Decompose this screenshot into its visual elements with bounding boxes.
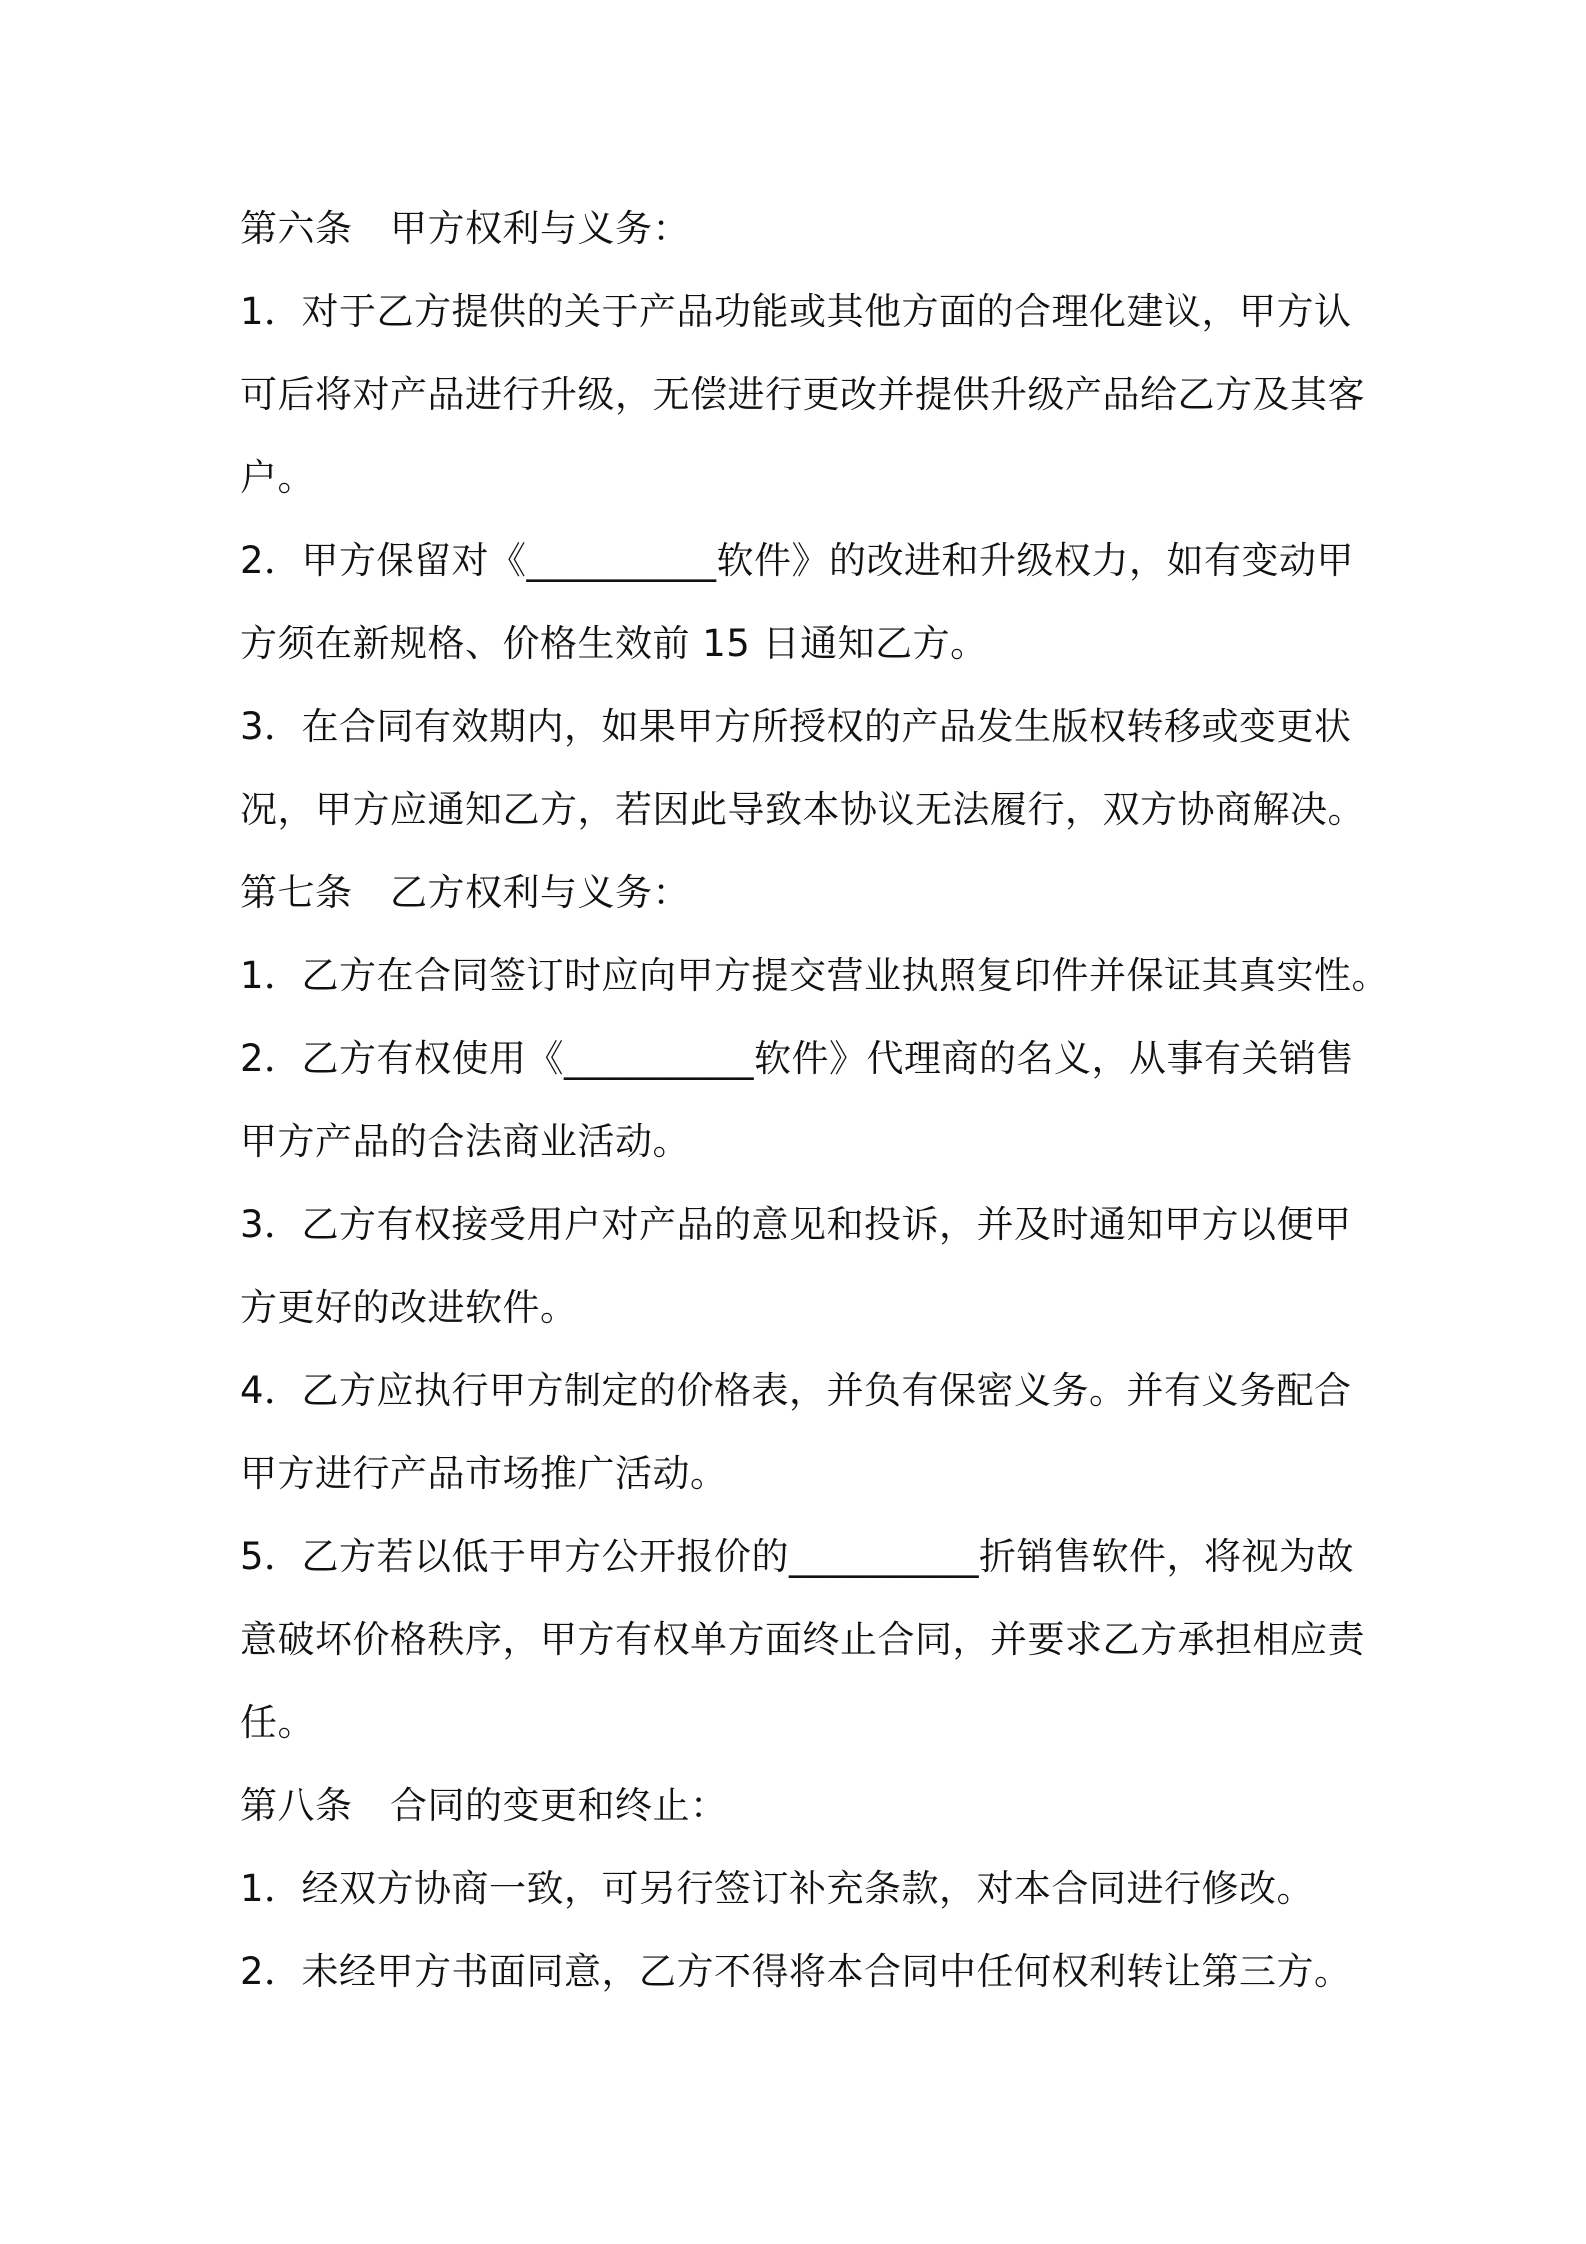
article-7-clause-5-line-2: 意破坏价格秩序，甲方有权单方面终止合同，并要求乙方承担相应责 [240, 1618, 1365, 1661]
article-8-heading: 第八条 合同的变更和终止： [240, 1784, 728, 1827]
article-7-clause-3-line-1: 3．乙方有权接受用户对产品的意见和投诉，并及时通知甲方以便甲 [240, 1203, 1352, 1246]
article-7-clause-5-line-3: 任。 [240, 1701, 315, 1744]
article-6-heading: 第六条 甲方权利与义务： [240, 207, 690, 250]
article-7-clause-2-line-1: 2．乙方有权使用《__________软件》代理商的名义，从事有关销售 [240, 1037, 1355, 1080]
article-7-clause-5-line-1: 5．乙方若以低于甲方公开报价的__________折销售软件，将视为故 [240, 1535, 1355, 1578]
article-6-clause-3-line-2: 况，甲方应通知乙方，若因此导致本协议无法履行，双方协商解决。 [240, 788, 1365, 831]
article-6-clause-2-line-2: 方须在新规格、价格生效前 15 日通知乙方。 [240, 622, 988, 665]
article-7-clause-3-line-2: 方更好的改进软件。 [240, 1286, 578, 1329]
article-6-clause-2-line-1: 2．甲方保留对《__________软件》的改进和升级权力，如有变动甲 [240, 539, 1355, 582]
article-6-clause-1-line-2: 可后将对产品进行升级，无偿进行更改并提供升级产品给乙方及其客 [240, 373, 1365, 416]
article-7-clause-4-line-1: 4．乙方应执行甲方制定的价格表，并负有保密义务。并有义务配合 [240, 1369, 1352, 1412]
article-8-clause-2: 2．未经甲方书面同意，乙方不得将本合同中任何权利转让第三方。 [240, 1950, 1352, 1993]
article-7-clause-2-line-2: 甲方产品的合法商业活动。 [240, 1120, 690, 1163]
article-7-heading: 第七条 乙方权利与义务： [240, 871, 690, 914]
article-6-clause-1-line-1: 1．对于乙方提供的关于产品功能或其他方面的合理化建议，甲方认 [240, 290, 1352, 333]
article-7-clause-1: 1．乙方在合同签订时应向甲方提交营业执照复印件并保证其真实性。 [240, 954, 1390, 997]
article-7-clause-4-line-2: 甲方进行产品市场推广活动。 [240, 1452, 728, 1495]
article-6-clause-1-line-3: 户。 [240, 456, 315, 499]
article-8-clause-1: 1．经双方协商一致，可另行签订补充条款，对本合同进行修改。 [240, 1867, 1315, 1910]
article-6-clause-3-line-1: 3．在合同有效期内，如果甲方所授权的产品发生版权转移或变更状 [240, 705, 1352, 748]
